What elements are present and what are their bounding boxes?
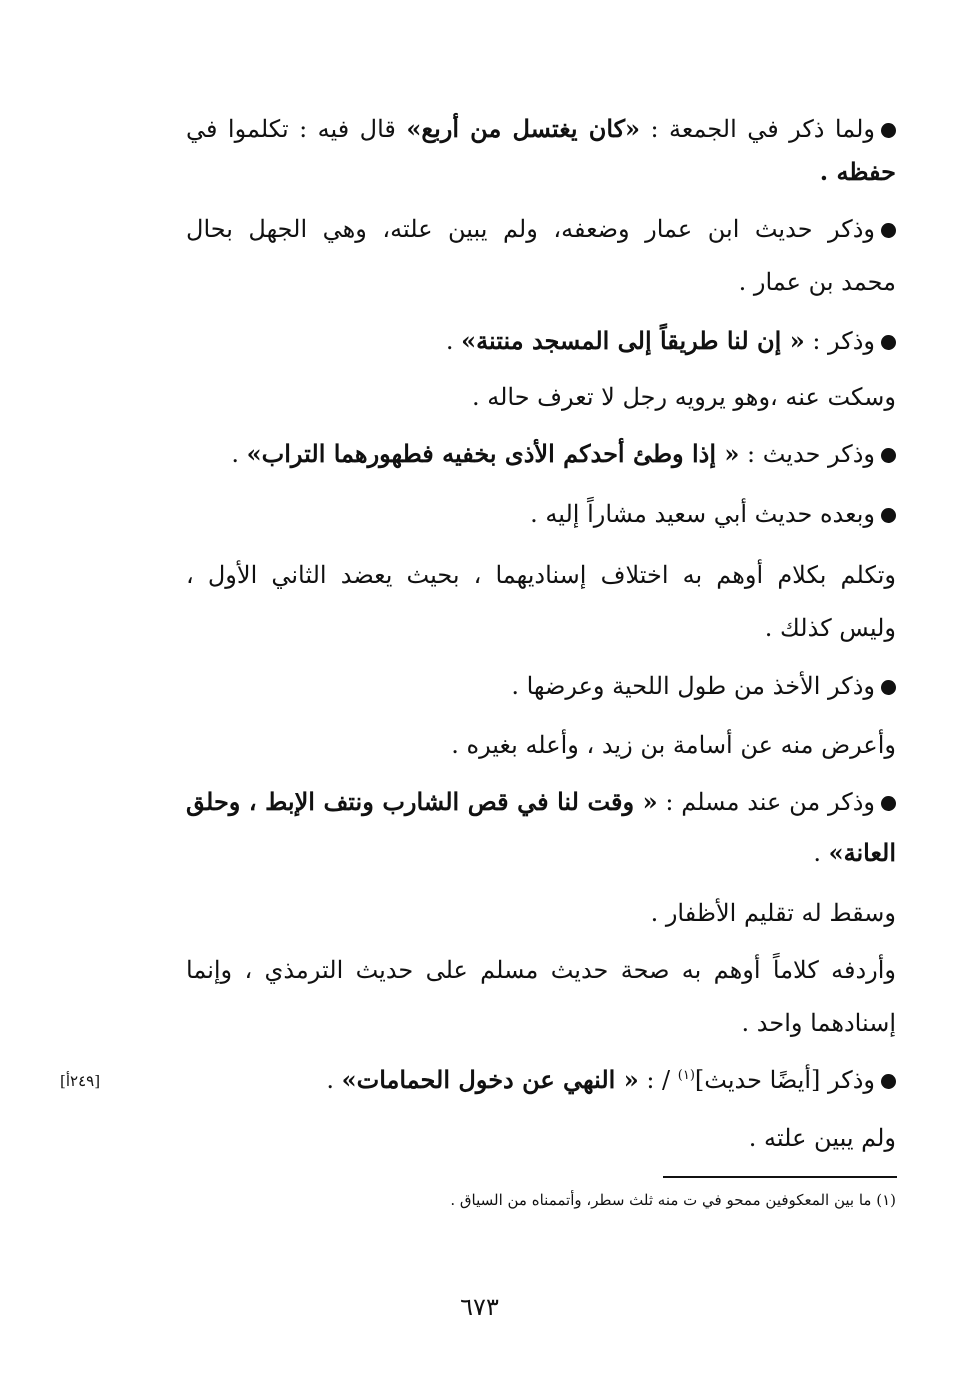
hadith-quote: « إن لنا طريقاً إلى المسجد منتنة»	[461, 326, 805, 355]
line-text: قال فيه : تكلموا في	[186, 115, 407, 143]
bullet-icon	[881, 796, 896, 811]
line-text: وتكلم بكلام أوهم به اختلاف إسناديهما ، بحيث يعضد الثاني الأول ،	[186, 561, 896, 589]
hadith-quote: « وقت لنا في قص الشارب ونتف الإبط ، وحلق	[186, 787, 658, 816]
text-line	[186, 1006, 896, 1040]
line-text: حفظه .	[819, 157, 896, 186]
footnote: (١) ما بين المعكوفين ممحو في ت منه ثلث سطر، وأتممناه من السياق .	[450, 1191, 896, 1209]
hadith-quote: العانة»	[828, 838, 896, 867]
footnote-divider	[663, 1176, 897, 1178]
line-text: وأردفه كلاماً أوهم به صحة حديث مسلم على حديث الترمذي ، وإنما	[186, 956, 896, 984]
text-line	[186, 836, 896, 870]
bullet-icon	[881, 335, 896, 350]
text-line	[186, 112, 896, 146]
line-text: وسكت عنه ،وهو يرويه رجل لا تعرف حاله .	[471, 383, 896, 411]
line-text: وذكر حديث :	[739, 440, 875, 468]
text-line	[186, 324, 896, 358]
text-line	[186, 728, 896, 762]
hadith-quote: «كان يغتسل من أربع»	[406, 114, 641, 143]
text-line	[186, 437, 896, 471]
bullet-icon	[881, 680, 896, 695]
line-text: وذكر حديث ابن عمار وضعفه، ولم يبين علته، وهي الجهل بحال	[186, 215, 875, 243]
bullet-icon	[881, 508, 896, 523]
line-text: وأعرض منه عن أسامة بن زيد ، وأعله بغيره .	[451, 731, 896, 759]
line-text: وبعده حديث أبي سعيد مشاراً إليه .	[530, 500, 875, 528]
line-text: وذكر [أيضًا حديث]	[694, 1066, 875, 1094]
bullet-icon	[881, 448, 896, 463]
bullet-icon	[881, 223, 896, 238]
text-line	[186, 212, 896, 246]
text-line	[186, 896, 896, 930]
line-text: وسقط له تقليم الأظفار .	[650, 899, 896, 927]
text-line	[186, 497, 896, 531]
text-line	[186, 265, 896, 299]
text-line	[186, 380, 896, 414]
line-text: محمد بن عمار .	[738, 268, 896, 296]
text-line	[186, 155, 896, 189]
text-line	[186, 1121, 896, 1155]
hadith-quote: « النهي عن دخول الحمامات»	[341, 1065, 639, 1094]
text-line	[186, 669, 896, 703]
line-text: .	[231, 440, 247, 468]
footnote-marker: (١)	[677, 1068, 695, 1083]
text-line	[186, 785, 896, 819]
line-text: وذكر :	[804, 327, 875, 355]
line-text: ولم يبين علته .	[748, 1124, 896, 1152]
bullet-icon	[881, 1074, 896, 1089]
line-text: وليس كذلك .	[764, 614, 896, 642]
page-number: ٦٧٣	[460, 1293, 499, 1321]
line-text: .	[445, 327, 462, 355]
hadith-quote: « إذا وطئ أحدكم الأذى بخفيه فطهورهما التراب»	[246, 439, 740, 468]
bullet-icon	[881, 123, 896, 138]
text-line	[186, 953, 896, 987]
line-text: .	[326, 1066, 342, 1094]
manuscript-folio-reference: [٢٤٩أ]	[60, 1072, 101, 1090]
line-text: / :	[638, 1066, 678, 1094]
text-line	[186, 558, 896, 592]
text-line	[186, 611, 896, 645]
text-line	[186, 1063, 896, 1097]
line-text: وذكر الأخذ من طول اللحية وعرضها .	[511, 672, 875, 700]
line-text: .	[813, 839, 829, 867]
line-text: ولما ذكر في الجمعة :	[640, 115, 875, 143]
line-text: وذكر من عند مسلم :	[657, 788, 875, 816]
line-text: إسنادهما واحد .	[741, 1009, 896, 1037]
